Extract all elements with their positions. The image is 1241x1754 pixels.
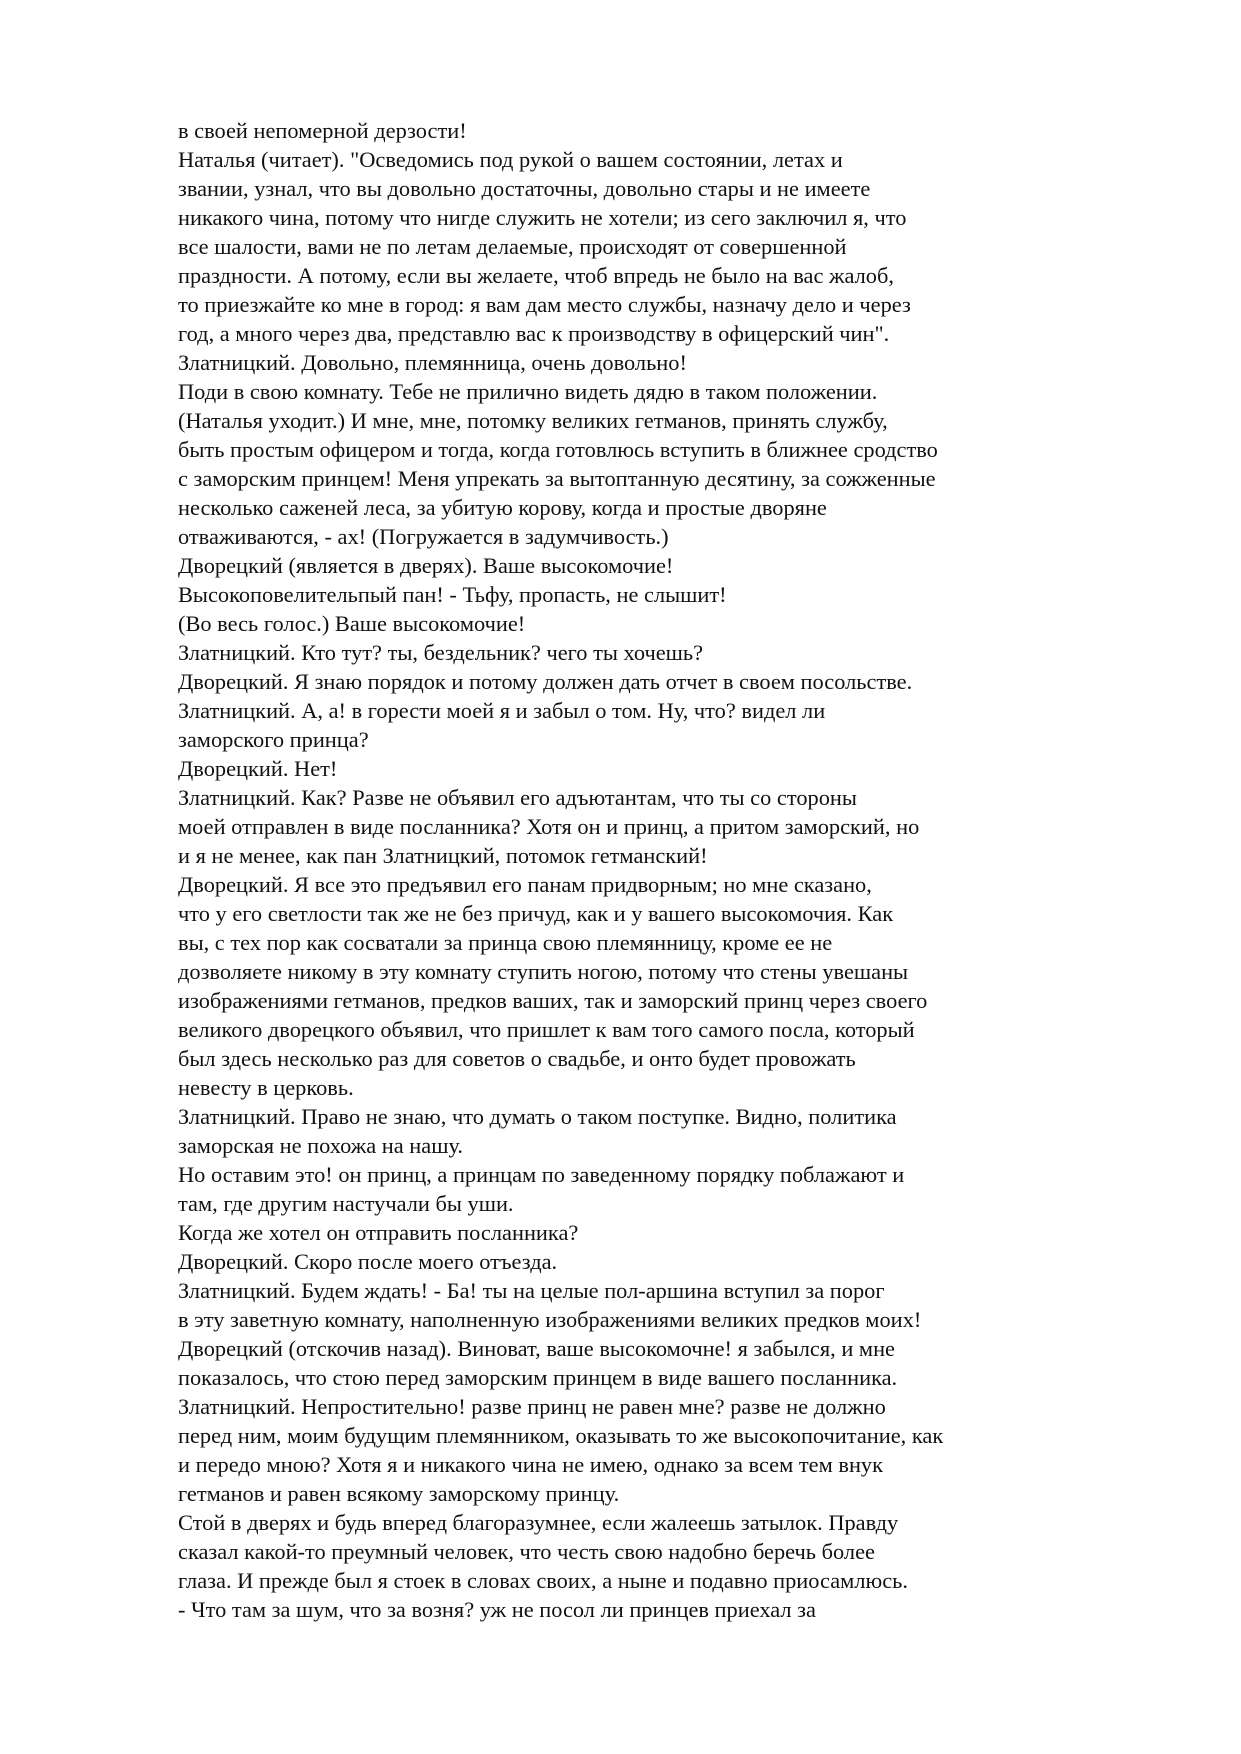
text-line: Златницкий. Как? Разве не объявил его адъютантам, что ты со стороны (178, 785, 857, 810)
text-line: перед ним, моим будущим племянником, оказывать то же высокопочитание, как (178, 1423, 944, 1448)
text-line: то приезжайте ко мне в город: я вам дам место службы, назначу дело и через (178, 292, 911, 317)
text-line: Златницкий. Довольно, племянница, очень довольно! (178, 350, 687, 375)
text-line: Златницкий. Кто тут? ты, бездельник? чего ты хочешь? (178, 640, 704, 665)
text-line: невесту в церковь. (178, 1075, 354, 1100)
text-line: (Во весь голос.) Ваше высокомочие! (178, 611, 526, 636)
text-line: Стой в дверях и будь вперед благоразумнее, если жалеешь затылок. Правду (178, 1510, 899, 1535)
text-line: Но оставим это! он принц, а принцам по заведенному порядку поблажают и (178, 1162, 905, 1187)
text-line: что у его светлости так же не без причуд, как и у вашего высокомочия. Как (178, 901, 894, 926)
text-line: показалось, что стою перед заморским принцем в виде вашего посланника. (178, 1365, 898, 1390)
text-line: Златницкий. А, а! в горести моей я и забыл о том. Ну, что? видел ли (178, 698, 826, 723)
text-line: глаза. И прежде был я стоек в словах своих, а ныне и подавно приосамлюсь. (178, 1568, 908, 1593)
text-line: с заморским принцем! Меня упрекать за вытоптанную десятину, за сожженные (178, 466, 936, 491)
text-line: в своей непомерной дерзости! (178, 118, 467, 143)
text-line: и я не менее, как пан Златницкий, потомок гетманский! (178, 843, 708, 868)
text-line: (Наталья уходит.) И мне, мне, потомку великих гетманов, принять службу, (178, 408, 888, 433)
text-line: и передо мною? Хотя я и никакого чина не имею, однако за всем тем внук (178, 1452, 883, 1477)
text-line: заморская не похожа на нашу. (178, 1133, 464, 1158)
text-line: праздности. А потому, если вы желаете, чтоб впредь не было на вас жалоб, (178, 263, 894, 288)
text-line: гетманов и равен всякому заморскому принцу. (178, 1481, 620, 1506)
text-line: моей отправлен в виде посланника? Хотя он и принц, а притом заморский, но (178, 814, 920, 839)
text-line: вы, с тех пор как сосватали за принца свою племянницу, кроме ее не (178, 930, 833, 955)
text-line: все шалости, вами не по летам делаемые, происходят от совершенной (178, 234, 847, 259)
text-line: отваживаются, - ах! (Погружается в задумчивость.) (178, 524, 669, 549)
text-line: Златницкий. Право не знаю, что думать о таком поступке. Видно, политика (178, 1104, 897, 1129)
text-line: год, а много через два, представлю вас к производству в офицерский чин". (178, 321, 890, 346)
text-line: Наталья (читает). "Осведомись под рукой о вашем состоянии, летах и (178, 147, 843, 172)
text-line: великого дворецкого объявил, что пришлет к вам того самого посла, который (178, 1017, 915, 1042)
text-line: Дворецкий (является в дверях). Ваше высокомочие! (178, 553, 674, 578)
text-line: несколько саженей леса, за убитую корову, когда и простые дворяне (178, 495, 827, 520)
document-text (178, 116, 1178, 1624)
text-line: Дворецкий. Нет! (178, 756, 338, 781)
text-line: в эту заветную комнату, наполненную изображениями великих предков моих! (178, 1307, 922, 1332)
text-line: там, где другим настучали бы уши. (178, 1191, 514, 1216)
text-line: Высокоповелительпый пан! - Тьфу, пропасть, не слышит! (178, 582, 727, 607)
text-line: был здесь несколько раз для советов о свадьбе, и онто будет провожать (178, 1046, 856, 1071)
text-line: Дворецкий. Скоро после моего отъезда. (178, 1249, 558, 1274)
text-line: - Что там за шум, что за возня? уж не посол ли принцев приехал за (178, 1597, 816, 1622)
text-line: Златницкий. Непростительно! разве принц не равен мне? разве не должно (178, 1394, 886, 1419)
text-line: Поди в свою комнату. Тебе не прилично видеть дядю в таком положении. (178, 379, 878, 404)
text-line: Когда же хотел он отправить посланника? (178, 1220, 579, 1245)
text-line: звании, узнал, что вы довольно достаточны, довольно стары и не имеете (178, 176, 871, 201)
text-line: дозволяете никому в эту комнату ступить ногою, потому что стены увешаны (178, 959, 909, 984)
text-line: Златницкий. Будем ждать! - Ба! ты на целые пол-аршина вступил за порог (178, 1278, 885, 1303)
text-line: Дворецкий. Я все это предъявил его панам придворным; но мне сказано, (178, 872, 872, 897)
text-line: Дворецкий (отскочив назад). Виноват, ваше высокомочне! я забылся, и мне (178, 1336, 896, 1361)
text-line: никакого чина, потому что нигде служить не хотели; из сего заключил я, что (178, 205, 907, 230)
text-line: Дворецкий. Я знаю порядок и потому должен дать отчет в своем посольстве. (178, 669, 913, 694)
text-line: заморского принца? (178, 727, 369, 752)
text-line: сказал какой-то преумный человек, что честь свою надобно беречь более (178, 1539, 875, 1564)
text-line: быть простым офицером и тогда, когда готовлюсь вступить в ближнее сродство (178, 437, 938, 462)
text-line: изображениями гетманов, предков ваших, так и заморский принц через своего (178, 988, 928, 1013)
